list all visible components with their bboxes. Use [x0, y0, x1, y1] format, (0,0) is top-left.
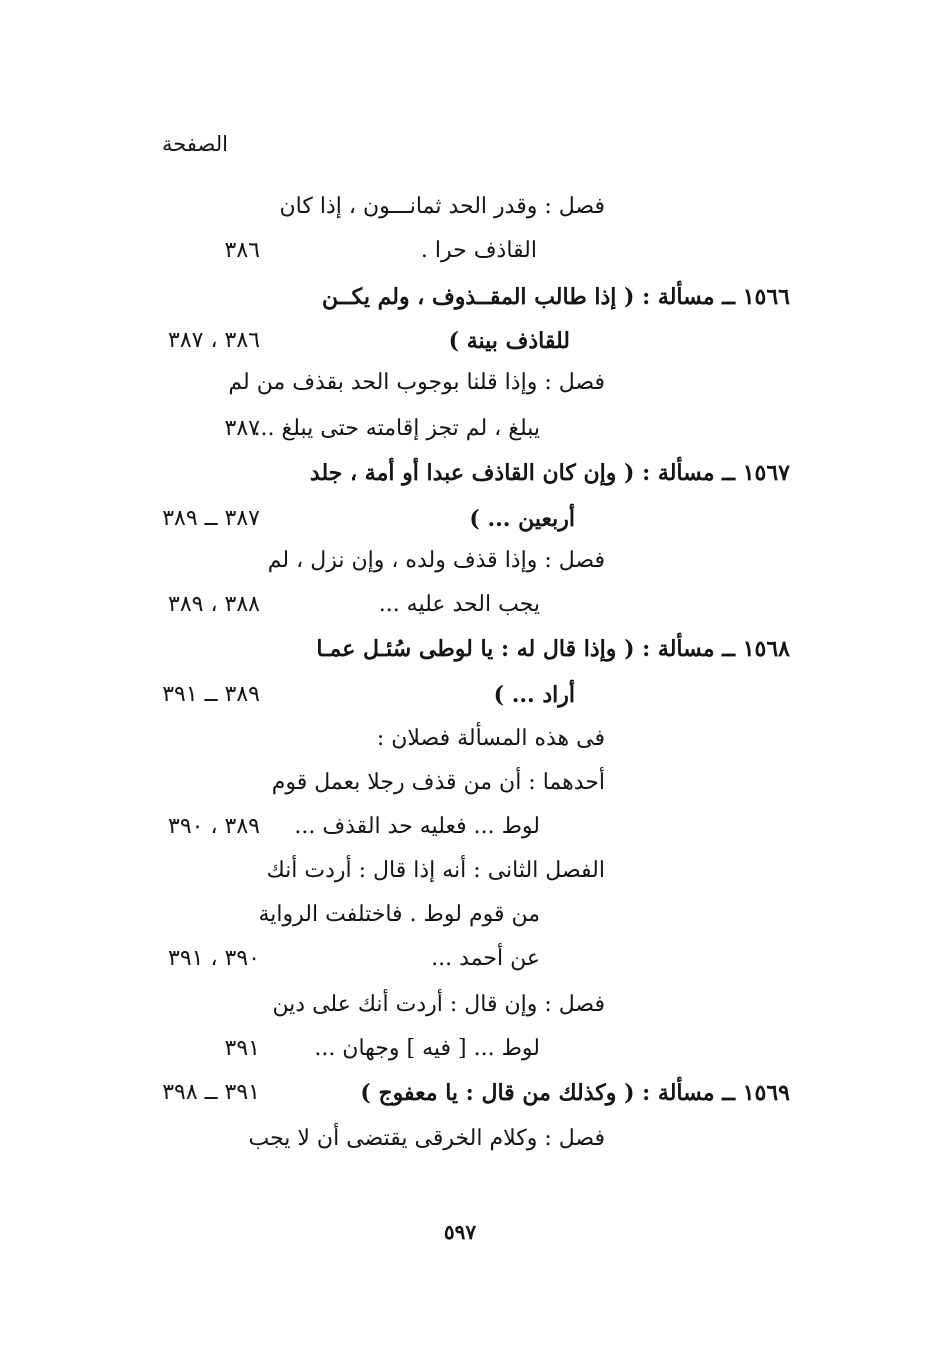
page-reference: ٣٨٧ ــ ٣٨٩ — [162, 506, 260, 531]
index-entry: أحدهما : أن من قذف رجلا بعمل قوم — [271, 770, 605, 795]
page-reference: ٣٨٦ ، ٣٨٧ — [168, 328, 260, 353]
index-entry: فصل : وإذا قذف ولده ، وإن نزل ، لم — [267, 548, 605, 573]
page-reference: ٣٩١ — [224, 1036, 260, 1061]
index-entry: فصل : وإذا قلنا بوجوب الحد بقذف من لم — [228, 370, 605, 395]
index-entry: القاذف حرا . — [420, 238, 537, 263]
index-entry: يجب الحد عليه ... — [378, 592, 540, 617]
masala-entry: ١٥٦٦ ــ مسألة : ( إذا طالب المقــذوف ، ولم يكــن — [322, 284, 790, 310]
page-reference: ٣٨٨ ، ٣٨٩ — [168, 592, 260, 617]
index-entry: فصل : وإن قال : أردت أنك على دين — [272, 992, 605, 1017]
index-entry: فى هذه المسألة فصلان : — [376, 726, 605, 751]
index-entry: فصل : وكلام الخرقى يقتضى أن لا يجب — [248, 1126, 605, 1151]
page-reference: ٣٨٩ ــ ٣٩١ — [162, 682, 260, 707]
index-entry: أراد ... ) — [493, 682, 575, 708]
page-number: ٥٩٧ — [443, 1220, 477, 1244]
index-entry: من قوم لوط . فاختلفت الرواية — [258, 902, 540, 927]
index-entry: عن أحمد ... — [431, 946, 540, 971]
masala-entry: ١٥٦٨ ــ مسألة : ( وإذا قال له : يا لوطى سُئـل عمـا — [316, 636, 790, 662]
index-entry: للقاذف بينة ) — [448, 328, 570, 354]
index-entry: يبلغ ، لم تجز إقامته حتى يبلغ ... — [253, 416, 540, 441]
masala-entry: ١٥٦٩ ــ مسألة : ( وكذلك من قال : يا معفوج ) — [360, 1080, 790, 1106]
index-entry: لوط ... [ فيه ] وجهان ... — [314, 1036, 540, 1061]
page-column-header: الصفحة — [162, 132, 228, 156]
page-reference: ٣٩٠ ، ٣٩١ — [168, 946, 260, 971]
page-reference: ٣٨٩ ، ٣٩٠ — [168, 814, 260, 839]
index-entry: الفصل الثانى : أنه إذا قال : أردت أنك — [266, 858, 605, 883]
page-reference: ٣٨٦ — [224, 238, 260, 263]
index-entry: لوط ... فعليه حد القذف ... — [294, 814, 540, 839]
page-reference: ٣٨٧ — [224, 416, 260, 441]
page-reference: ٣٩١ ــ ٣٩٨ — [162, 1080, 260, 1105]
masala-entry: ١٥٦٧ ــ مسألة : ( وإن كان القاذف عبدا أو أمة ، جلد — [309, 460, 790, 486]
index-entry: أربعين ... ) — [469, 506, 575, 532]
index-entry: فصل : وقدر الحد ثمانـــون ، إذا كان — [279, 194, 605, 219]
